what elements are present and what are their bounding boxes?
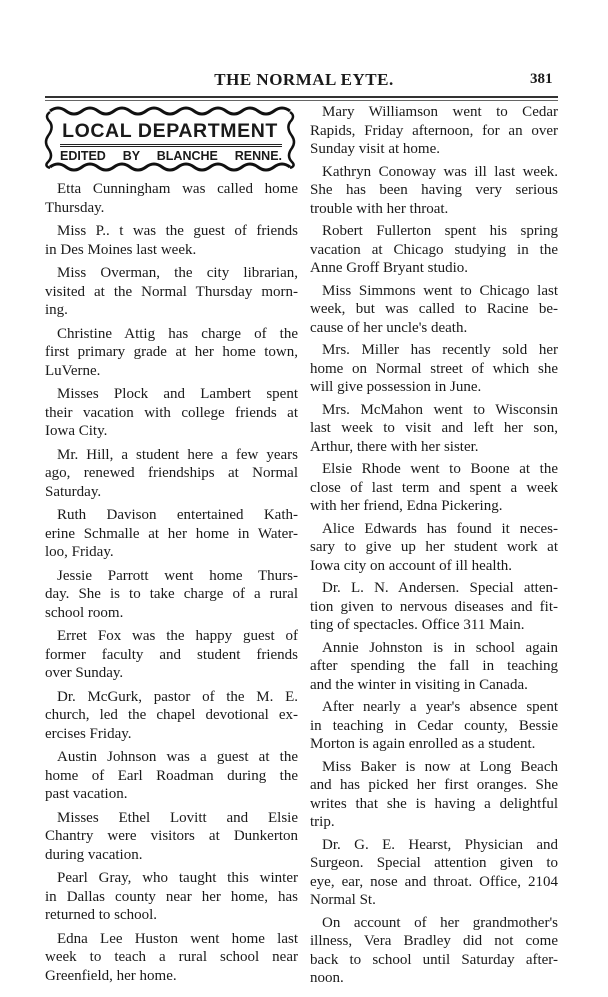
right-column	[310, 103, 558, 988]
text-line: Etta Cunningham was called home	[57, 181, 298, 197]
news-item	[45, 748, 298, 804]
news-item	[310, 460, 558, 516]
text-line: Elsie Rhode went to Boone at the	[322, 461, 558, 477]
news-item	[45, 869, 298, 925]
text-line: last week to visit and left her son,	[310, 420, 558, 436]
text-line: Alice Edwards has found it neces-	[322, 520, 558, 537]
text-line: in Dallas county near her home, has	[45, 888, 298, 905]
news-item	[310, 341, 558, 397]
text-line: Christine Attig has charge of the	[57, 325, 298, 342]
news-item	[310, 103, 558, 159]
text-line: Jessie Parrott went home Thurs-	[57, 567, 298, 584]
text-line: Dr. L. N. Andersen. Special atten-	[322, 580, 558, 596]
text-line: ting of spectacles. Office 311 Main.	[310, 617, 525, 633]
text-line: church, led the chapel devotional ex-	[45, 707, 298, 723]
text-line: returned to school.	[45, 907, 158, 923]
text-line: Pearl Gray, who taught this winter	[57, 870, 298, 886]
text-line: school room.	[45, 604, 124, 621]
text-line: Normal St.	[310, 892, 376, 908]
text-line: week to teach a rural school near	[45, 949, 298, 965]
text-line: Morton is again enrolled as a student.	[310, 736, 536, 752]
text-line: loo, Friday.	[45, 544, 114, 560]
text-line: After nearly a year's absence spent	[322, 699, 558, 715]
news-item	[45, 264, 298, 320]
text-line: Surgeon. Special attention given to	[310, 855, 558, 871]
news-item	[310, 579, 558, 635]
text-line: during vacation.	[45, 846, 143, 863]
text-line: Arthur, there with her sister.	[310, 438, 479, 455]
news-item	[310, 520, 558, 576]
text-line: Miss Simmons went to Chicago last	[322, 282, 558, 299]
text-line: Mary Williamson went to Cedar	[322, 104, 558, 120]
text-line: Mrs. McMahon went to Wisconsin	[322, 401, 558, 418]
text-line: vacation at Chicago studying in the	[310, 241, 558, 258]
section-title: LOCAL DEPARTMENT	[62, 120, 278, 142]
text-line: past vacation.	[45, 786, 128, 802]
news-item	[45, 567, 298, 623]
publication-title: THE NORMAL EYTE.	[214, 70, 394, 89]
text-line: Sunday visit at home.	[310, 141, 440, 157]
text-line: after spending the fall in teaching	[310, 658, 558, 674]
text-line: Erret Fox was the happy guest of	[57, 628, 298, 644]
text-line: Edna Lee Huston went home last	[57, 930, 298, 947]
text-line: Iowa city on account of ill health.	[310, 557, 513, 574]
news-item	[310, 163, 558, 219]
text-line: sary to give up her student work at	[310, 539, 558, 555]
text-line: writes that she is having a delightful	[310, 795, 558, 812]
text-line: Greenfield, her home.	[45, 967, 177, 984]
text-line: Robert Fullerton spent his spring	[322, 223, 558, 239]
text-line: Rapids, Friday afternoon, for an over	[310, 122, 558, 139]
news-item	[45, 930, 298, 986]
news-item	[310, 282, 558, 338]
news-item	[310, 401, 558, 457]
news-item	[310, 222, 558, 278]
text-line: their vacation with college friends at	[45, 404, 298, 421]
news-item	[310, 914, 558, 988]
text-line: and the winter in visiting in Canada.	[310, 676, 528, 693]
text-line: Annie Johnston is in school again	[322, 639, 558, 656]
news-item	[45, 385, 298, 441]
text-line: Misses Plock and Lambert spent	[57, 386, 298, 402]
text-line: LuVerne.	[45, 362, 101, 379]
text-line: Anne Groff Bryant studio.	[310, 260, 469, 276]
text-line: trouble with her throat.	[310, 200, 449, 217]
text-line: first primary grade at her home town,	[45, 344, 298, 360]
text-line: Misses Ethel Lovitt and Elsie	[57, 809, 298, 826]
news-item	[45, 222, 298, 259]
news-item	[310, 758, 558, 832]
text-line: Saturday.	[45, 483, 102, 500]
news-item	[45, 446, 298, 502]
page-number: 381	[530, 71, 553, 87]
text-line: back to school until Saturday after-	[310, 951, 558, 968]
text-line: erine Schmalle at her home in Water-	[45, 525, 298, 542]
text-line: ercises Friday.	[45, 725, 132, 742]
news-item	[45, 809, 298, 865]
news-item	[45, 180, 298, 217]
text-line: noon.	[310, 970, 344, 986]
text-line: Dr. G. E. Hearst, Physician and	[322, 836, 558, 853]
text-line: cause of her uncle's death.	[310, 319, 468, 336]
text-line: Kathryn Conoway was ill last week.	[322, 163, 558, 180]
text-line: On account of her grandmother's	[322, 914, 558, 931]
text-line: illness, Vera Bradley did not come	[310, 933, 558, 949]
news-item	[45, 325, 298, 381]
text-line: ing.	[45, 302, 68, 318]
text-line: Ruth Davison entertained Kath-	[57, 507, 298, 523]
text-line: Iowa City.	[45, 423, 108, 439]
news-item	[310, 698, 558, 754]
text-line: in teaching in Cedar county, Bessie	[310, 717, 558, 734]
text-line: in Des Moines last week.	[45, 241, 197, 258]
text-line: day. She is to take charge of a rural	[45, 586, 298, 602]
text-line: Thursday.	[45, 199, 105, 216]
news-item	[45, 688, 298, 744]
news-item	[45, 506, 298, 562]
left-column	[45, 180, 298, 985]
text-line: tion given to nervous diseases and fit-	[310, 598, 558, 615]
text-line: week, but was called to Racine be-	[310, 301, 558, 317]
text-line: She has been having very serious	[310, 182, 558, 198]
text-line: Chantry were visitors at Dunkerton	[45, 828, 298, 844]
text-line: Miss Baker is now at Long Beach	[322, 758, 558, 775]
text-line: Dr. McGurk, pastor of the M. E.	[57, 688, 298, 705]
text-line: eye, ear, nose and throat. Office, 2104	[310, 873, 558, 890]
text-line: trip.	[310, 814, 335, 830]
news-item	[310, 836, 558, 910]
text-line: home on Normal street of which she	[310, 360, 558, 377]
text-line: Mrs. Miller has recently sold her	[322, 342, 558, 358]
text-line: over Sunday.	[45, 665, 124, 681]
text-line: former faculty and student friends	[45, 646, 298, 663]
news-item	[45, 627, 298, 683]
text-line: Mr. Hill, a student here a few years	[57, 446, 298, 463]
text-line: home of Earl Roadman during the	[45, 767, 298, 784]
text-line: with her friend, Edna Pickering.	[310, 498, 503, 514]
text-line: visited at the Normal Thursday morn-	[45, 283, 298, 300]
text-line: Miss Overman, the city librarian,	[57, 265, 298, 281]
text-line: Austin Johnson was a guest at the	[57, 749, 298, 765]
news-item	[310, 639, 558, 695]
header-rule	[45, 96, 558, 101]
section-heading-box	[42, 106, 298, 172]
text-line: will give possession in June.	[310, 379, 482, 395]
text-line: ago, renewed friendships at Normal	[45, 465, 298, 481]
section-editor: EDITED BY BLANCHE RENNE.	[60, 149, 282, 163]
title-underline	[60, 144, 282, 147]
text-line: and has picked her first oranges. She	[310, 777, 558, 793]
text-line: Miss P.. t was the guest of friends	[57, 223, 298, 239]
text-line: close of last term and spent a week	[310, 479, 558, 496]
